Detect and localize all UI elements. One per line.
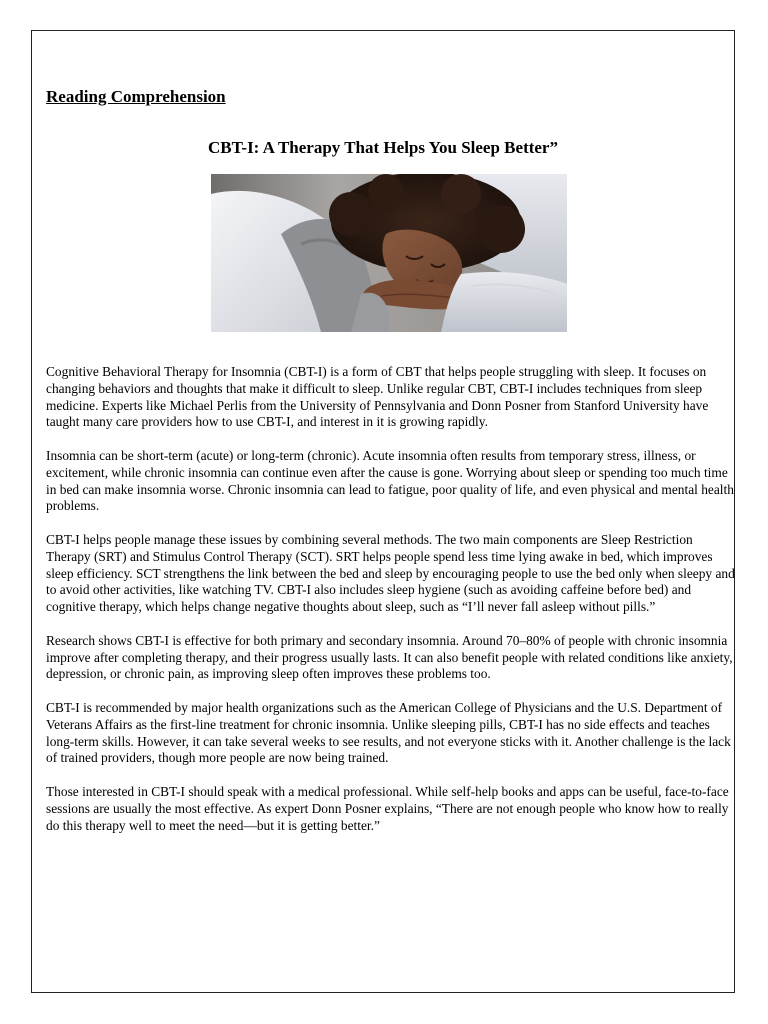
section-heading: Reading Comprehension — [46, 87, 226, 106]
paragraph-4: Research shows CBT-I is effective for both primary and secondary insomnia. Around 70–80% of people with chronic insomnia improve after completing therapy, and their progress usually lasts. It can also benefit people with related conditions like anxiety, depression, or chronic pain, as improving sleep often improves these problems too. — [46, 632, 733, 682]
article-title: CBT-I: A Therapy That Helps You Sleep Better” — [208, 138, 558, 157]
paragraph-1: Cognitive Behavioral Therapy for Insomnia (CBT-I) is a form of CBT that helps people struggling with sleep. It focuses on changing behaviors and thoughts that make it difficult to sleep. Unlike regular CBT, CBT-I includes techniques from sleep medicine. Experts like Michael Perlis from the University of Pennsylvania and Donn Posner from Stanford University have taught many care providers how to use CBT-I, and interest in it is growing rapidly. — [46, 364, 709, 430]
paragraph-3: CBT-I helps people manage these issues by combining several methods. The two main components are Sleep Restriction Therapy (SRT) and Stimulus Control Therapy (SCT). SRT helps people spend less time lying awake in bed, which improves sleep efficiency. SCT strengthens the link between the bed and sleep by encouraging people to use the bed only when sleepy and to avoid other activities, like watching TV. CBT-I also includes sleep hygiene (such as avoiding caffeine before bed) and cognitive therapy, which helps change negative thoughts about sleep, such as “I’ll never fall asleep without pills.” — [46, 531, 735, 615]
paragraph-5: CBT-I is recommended by major health organizations such as the American College of Physicians and the U.S. Department of Veterans Affairs as the first-line treatment for chronic insomnia. Unlike sleeping pills, CBT-I has no side effects and teaches long-term skills. However, it can take several weeks to see results, and not everyone sticks with it. Another challenge is the lack of trained providers, though more people are now being trained. — [46, 699, 731, 766]
document-page — [31, 30, 735, 993]
paragraph-2: Insomnia can be short-term (acute) or long-term (chronic). Acute insomnia often results from temporary stress, illness, or excitement, while chronic insomnia can continue even after the cause is gone. Worrying about sleep or spending too much time in bed can make insomnia worse. Chronic insomnia can lead to fatigue, poor quality of life, and even physical and mental health problems. — [46, 447, 734, 514]
photo-sleeping-woman-icon — [211, 174, 567, 332]
photo-sleeping-woman — [211, 174, 567, 332]
article-body — [46, 364, 738, 851]
paragraph-6: Those interested in CBT-I should speak with a medical professional. While self-help books and apps can be useful, face-to-face sessions are usually the most effective. As expert Donn Posner explains, “There are not enough people who know how to really do this therapy well to meet the need—but it is getting better.” — [46, 783, 729, 833]
